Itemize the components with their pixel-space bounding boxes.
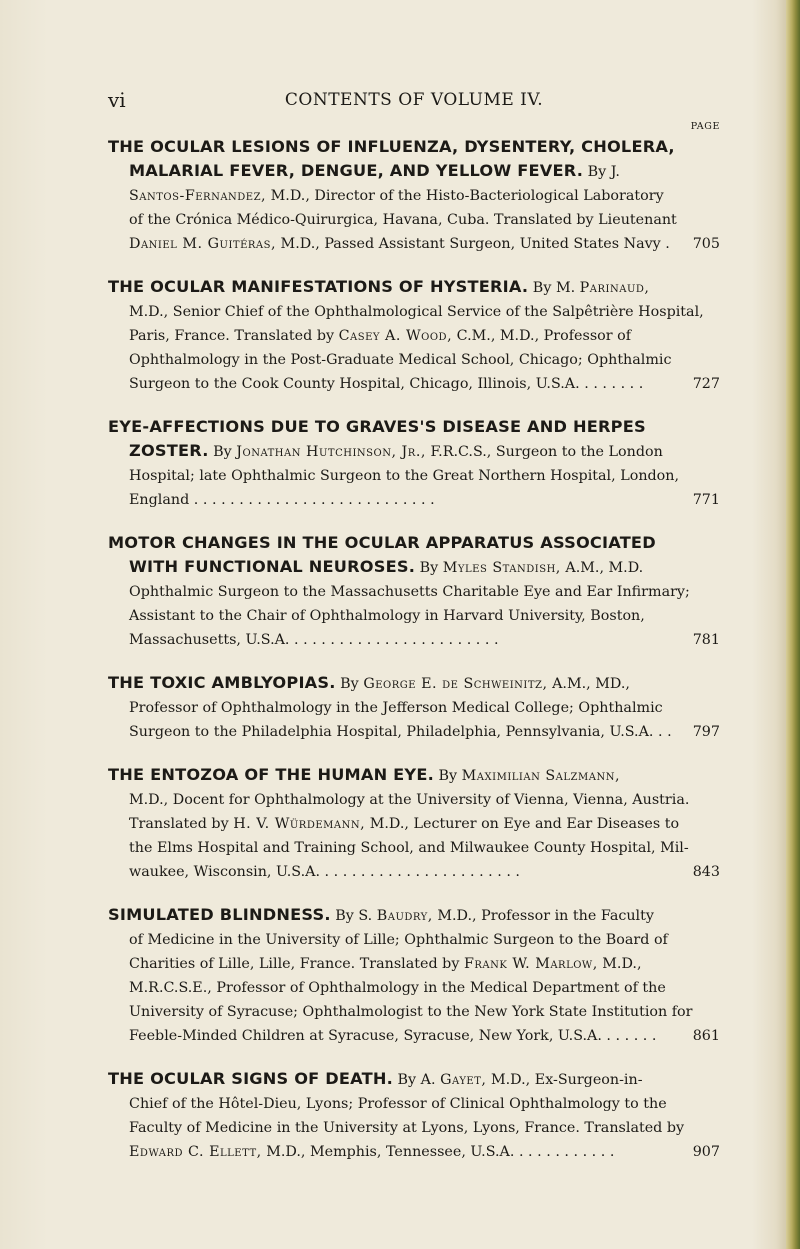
entry-text-line: M.R.C.S.E., Professor of Ophthalmology in the Medical Department of the xyxy=(129,980,666,996)
translator-name: Frank W. Marlow, xyxy=(463,956,598,972)
entry-title: SIMULATED BLINDNESS. xyxy=(108,905,331,924)
entry-title: THE OCULAR SIGNS OF DEATH. xyxy=(108,1069,393,1088)
contents-entry xyxy=(108,763,720,884)
author-affiliation: F.R.C.S., Surgeon to the London xyxy=(425,444,663,460)
page-header xyxy=(108,88,720,112)
entry-text-line: University of Syracuse; Ophthalmologist to the New York State Institution for xyxy=(129,1004,693,1020)
contents-entry xyxy=(108,275,720,396)
entry-text-line: Ophthalmic Surgeon to the Massachusetts Charitable Eye and Ear Infirmary; xyxy=(129,584,690,600)
entry-text: Paris, France. Translated by xyxy=(129,328,339,344)
page-binding-edge xyxy=(786,0,800,1249)
entry-title: THE TOXIC AMBLYOPIAS. xyxy=(108,673,336,692)
entry-text-line: Surgeon to the Cook County Hospital, Chicago, Illinois, U.S.A. . . . . . . . xyxy=(129,376,644,392)
translator-name: Casey A. Wood, xyxy=(338,328,453,344)
translator-name: Edward C. Ellett, xyxy=(129,1144,262,1160)
author-name: Myles Standish, xyxy=(442,560,561,576)
page-number: 727 xyxy=(692,376,720,392)
contents-entry xyxy=(108,903,720,1048)
author-name: George E. de Schweinitz, xyxy=(363,676,548,692)
entry-text: By A. xyxy=(392,1072,441,1088)
page-number: 797 xyxy=(692,724,720,740)
entry-byline: By J. xyxy=(583,164,620,180)
entry-text-line: Faculty of Medicine in the University at Lyons, Lyons, France. Translated by xyxy=(129,1120,685,1136)
entry-text: By S. xyxy=(330,908,377,924)
page-number: 843 xyxy=(692,864,720,880)
author-affiliation: M.D., Director of the Histo-Bacteriological Laboratory xyxy=(266,188,664,204)
entry-byline: By M. xyxy=(528,280,580,296)
author-degrees: A.M., M.D. xyxy=(560,560,644,576)
translator-name: Daniel M. Guitéras, xyxy=(129,236,277,252)
author-name: Gayet, xyxy=(440,1072,487,1088)
entry-text-line: Assistant to the Chair of Ophthalmology in Harvard University, Boston, xyxy=(129,608,645,624)
page-number: 771 xyxy=(692,492,720,508)
entry-text: C.M., M.D., Professor of xyxy=(452,328,632,344)
author-affiliation: M.D., Professor in the Faculty xyxy=(432,908,654,924)
entry-title: MOTOR CHANGES IN THE OCULAR APPARATUS ASSOCIATED xyxy=(108,533,656,552)
page-column-label: PAGE xyxy=(690,121,720,132)
entry-text-line: M.D., Senior Chief of the Ophthalmological Service of the Salpêtrière Hospital, xyxy=(129,304,704,320)
entry-text: By xyxy=(335,676,364,692)
contents-entry xyxy=(108,1067,720,1164)
entry-text: By xyxy=(208,444,237,460)
author-name: Parinaud, xyxy=(579,280,650,296)
page-number: 705 xyxy=(692,236,720,252)
entry-title-continued: MALARIAL FEVER, DENGUE, AND YELLOW FEVER. xyxy=(129,161,584,180)
contents-entry xyxy=(108,531,720,652)
entry-text-line: Professor of Ophthalmology in the Jefferson Medical College; Ophthalmic xyxy=(129,700,663,716)
entry-text-line: England . . . . . . . . . . . . . . . . . . . . . . . . . . . xyxy=(129,492,435,508)
author-name: Baudry, xyxy=(376,908,433,924)
entry-text-line: Feeble-Minded Children at Syracuse, Syracuse, New York, U.S.A. . . . . . . xyxy=(129,1028,657,1044)
contents-entry xyxy=(108,671,720,744)
entry-text: M.D., xyxy=(597,956,642,972)
entry-title-continued: ZOSTER. xyxy=(129,441,209,460)
entry-title: THE OCULAR LESIONS OF INFLUENZA, DYSENTERY, CHOLERA, xyxy=(108,137,675,156)
entry-text-line: the Elms Hospital and Training School, and Milwaukee County Hospital, Mil- xyxy=(129,840,689,856)
author-name: Maximilian Salzmann, xyxy=(461,768,620,784)
entry-text: By xyxy=(415,560,443,576)
page-folio: vi xyxy=(108,88,126,112)
entry-title: THE ENTOZOA OF THE HUMAN EYE. xyxy=(108,765,434,784)
entry-text: Charities of Lille, Lille, France. Translated by xyxy=(129,956,464,972)
entry-text-line: Hospital; late Ophthalmic Surgeon to the Great Northern Hospital, London, xyxy=(129,468,680,484)
entry-text-line: Chief of the Hôtel-Dieu, Lyons; Professor of Clinical Ophthalmology to the xyxy=(129,1096,667,1112)
entry-text: Translated by xyxy=(129,816,234,832)
entry-title: THE OCULAR MANIFESTATIONS OF HYSTERIA. xyxy=(108,277,529,296)
entry-text-line: Ophthalmology in the Post-Graduate Medical School, Chicago; Ophthalmic xyxy=(129,352,672,368)
author-affiliation: M.D., Ex-Surgeon-in- xyxy=(486,1072,643,1088)
contents-entry xyxy=(108,135,720,256)
contents-entry xyxy=(108,415,720,512)
entry-text-line: of the Crónica Médico-Quirurgica, Havana, Cuba. Translated by Lieutenant xyxy=(129,212,677,228)
entry-title-continued: WITH FUNCTIONAL NEUROSES. xyxy=(129,557,416,576)
entry-text-line: waukee, Wisconsin, U.S.A. . . . . . . . . . . . . . . . . . . . . . . xyxy=(129,864,520,880)
translator-affiliation: M.D., Passed Assistant Surgeon, United States Navy . xyxy=(276,236,670,252)
entry-title: EYE-AFFECTIONS DUE TO GRAVES'S DISEASE AND HERPES xyxy=(108,417,646,436)
entry-text: M.D., Lecturer on Eye and Ear Diseases to xyxy=(365,816,680,832)
entry-text-line: M.D., Docent for Ophthalmology at the University of Vienna, Vienna, Austria. xyxy=(129,792,690,808)
entry-text-line: Surgeon to the Philadelphia Hospital, Philadelphia, Pennsylvania, U.S.A. . . xyxy=(129,724,672,740)
author-name: Santos-Fernandez, xyxy=(129,188,267,204)
contents-list xyxy=(108,135,720,1183)
author-name: Jonathan Hutchinson, Jr., xyxy=(236,444,426,460)
translator-affiliation: M.D., Memphis, Tennessee, U.S.A. . . . . . . . . . . . xyxy=(261,1144,615,1160)
page-number: 907 xyxy=(692,1144,720,1160)
entry-text: By xyxy=(433,768,462,784)
translator-name: H. V. Würdemann, xyxy=(233,816,366,832)
page-number: 781 xyxy=(692,632,720,648)
running-title: CONTENTS OF VOLUME IV. xyxy=(284,90,544,110)
entry-text-line: of Medicine in the University of Lille; Ophthalmic Surgeon to the Board of xyxy=(129,932,668,948)
entry-text-line: Massachusetts, U.S.A. . . . . . . . . . . . . . . . . . . . . . . . xyxy=(129,632,499,648)
author-degrees: A.M., MD., xyxy=(547,676,630,692)
page-number: 861 xyxy=(692,1028,720,1044)
